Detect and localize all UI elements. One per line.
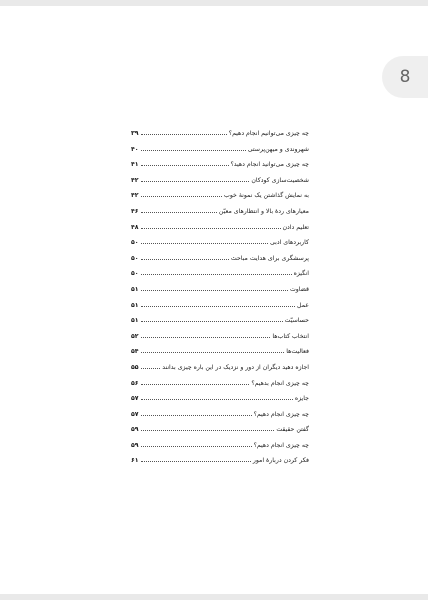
toc-entry-page-number: ۵۹ (131, 426, 139, 434)
toc-entry-title: فعالیت‌ها (286, 348, 309, 356)
toc-entry-page-number: ۵۲ (131, 332, 139, 340)
toc-dot-leader (141, 333, 271, 338)
toc-entry-title: قضاوت (289, 285, 309, 293)
toc-entry (131, 286, 309, 302)
toc-entry (131, 161, 309, 177)
toc-dot-leader (141, 239, 268, 244)
toc-entry-title: شخصیت‌سازی کودکان (251, 176, 309, 184)
toc-dot-leader (141, 380, 250, 385)
toc-entry (131, 411, 309, 427)
toc-dot-leader (141, 457, 251, 462)
toc-entry-page-number: ۵۴ (131, 348, 139, 356)
toc-entry (131, 426, 309, 442)
toc-entry-title: شهروندی و میهن‌پرستی (247, 145, 309, 153)
toc-dot-leader (141, 224, 281, 229)
toc-entry (131, 333, 309, 349)
toc-dot-leader (141, 130, 227, 135)
page-number-badge: 8 (382, 56, 428, 98)
toc-entry-page-number: ۵۰ (131, 270, 139, 278)
toc-entry-title: عمل (297, 301, 309, 309)
toc-entry-page-number: ۵۵ (131, 363, 139, 371)
toc-entry-page-number: ۵۰ (131, 254, 139, 262)
toc-entry-page-number: ۶۱ (131, 457, 139, 465)
toc-entry (131, 302, 309, 318)
toc-entry-page-number: ۵۱ (131, 285, 139, 293)
toc-dot-leader (141, 255, 229, 260)
toc-entry-title: چه چیزی انجام بدهیم؟ (251, 379, 309, 387)
toc-dot-leader (141, 208, 217, 213)
toc-dot-leader (141, 177, 250, 182)
toc-dot-leader (141, 348, 285, 353)
toc-entry-title: فکر کردن دربارهٔ امور (252, 457, 309, 465)
toc-entry (131, 146, 309, 162)
toc-dot-leader (141, 192, 222, 197)
toc-entry (131, 224, 309, 240)
toc-entry-title: کاربردهای ادبی (269, 239, 309, 247)
toc-entry-title: انتخاب کتاب‌ها (272, 332, 309, 340)
toc-dot-leader (141, 161, 229, 166)
toc-entry-title: به نمایش گذاشتن یک نمونهٔ خوب (224, 192, 309, 200)
toc-entry (131, 442, 309, 458)
toc-dot-leader (141, 270, 292, 275)
toc-entry-page-number: ۵۱ (131, 317, 139, 325)
toc-entry (131, 239, 309, 255)
toc-entry-page-number: ۵۷ (131, 395, 139, 403)
toc-entry (131, 177, 309, 193)
toc-entry-page-number: ۴۰ (131, 145, 139, 153)
document-page (0, 6, 428, 594)
toc-entry-title: اجازه دهید دیگران از دور و نزدیک در این باره چیزی بدانند (162, 363, 309, 371)
toc-dot-leader (141, 364, 161, 369)
toc-dot-leader (141, 286, 288, 291)
viewer-bottom-bar (0, 594, 428, 600)
toc-entry-page-number: ۴۱ (131, 161, 139, 169)
toc-dot-leader (141, 395, 293, 400)
toc-dot-leader (141, 146, 246, 151)
toc-entry-page-number: ۵۱ (131, 301, 139, 309)
toc-entry (131, 395, 309, 411)
toc-dot-leader (141, 426, 275, 431)
toc-entry (131, 364, 309, 380)
toc-entry-page-number: ۵۹ (131, 441, 139, 449)
toc-dot-leader (141, 317, 283, 322)
toc-entry (131, 208, 309, 224)
toc-entry-page-number: ۴۲ (131, 176, 139, 184)
toc-entry-page-number: ۵۶ (131, 379, 139, 387)
toc-entry (131, 348, 309, 364)
toc-entry-title: پرسشگری برای هدایت مباحث (230, 254, 309, 262)
toc-entry-title: حساسیّت (284, 317, 309, 325)
toc-dot-leader (141, 442, 252, 447)
toc-entry (131, 380, 309, 396)
toc-entry-title: جایزه (294, 395, 309, 403)
toc-entry-title: گفتن حقیقت (276, 426, 309, 434)
toc-entry-title: تعلیم دادن (282, 223, 309, 231)
toc-dot-leader (141, 411, 252, 416)
toc-entry-title: چه چیزی انجام دهیم؟ (253, 410, 309, 418)
toc-entry (131, 192, 309, 208)
toc-entry-page-number: ۵۰ (131, 239, 139, 247)
toc-entry-title: چه چیزی می‌توانید انجام دهید؟ (230, 161, 309, 169)
toc-entry-title: انگیزه (293, 270, 309, 278)
toc-entry (131, 130, 309, 146)
toc-entry (131, 255, 309, 271)
toc-entry-page-number: ۴۲ (131, 192, 139, 200)
toc-entry-page-number: ۴۸ (131, 223, 139, 231)
toc-entry-title: معیارهای ردهٔ بالا و انتظارهای معیّن (218, 207, 309, 215)
toc-entry-page-number: ۳۹ (131, 130, 139, 137)
toc-entry (131, 317, 309, 333)
toc-entry-page-number: ۴۶ (131, 207, 139, 215)
toc-entry-page-number: ۵۷ (131, 410, 139, 418)
toc-entry-title: چه چیزی می‌توانیم انجام دهیم؟ (228, 130, 309, 137)
toc-entry (131, 457, 309, 473)
toc-dot-leader (141, 302, 295, 307)
toc-entry-title: چه چیزی انجام دهیم؟ (253, 441, 309, 449)
table-of-contents (131, 130, 309, 473)
toc-entry (131, 270, 309, 286)
